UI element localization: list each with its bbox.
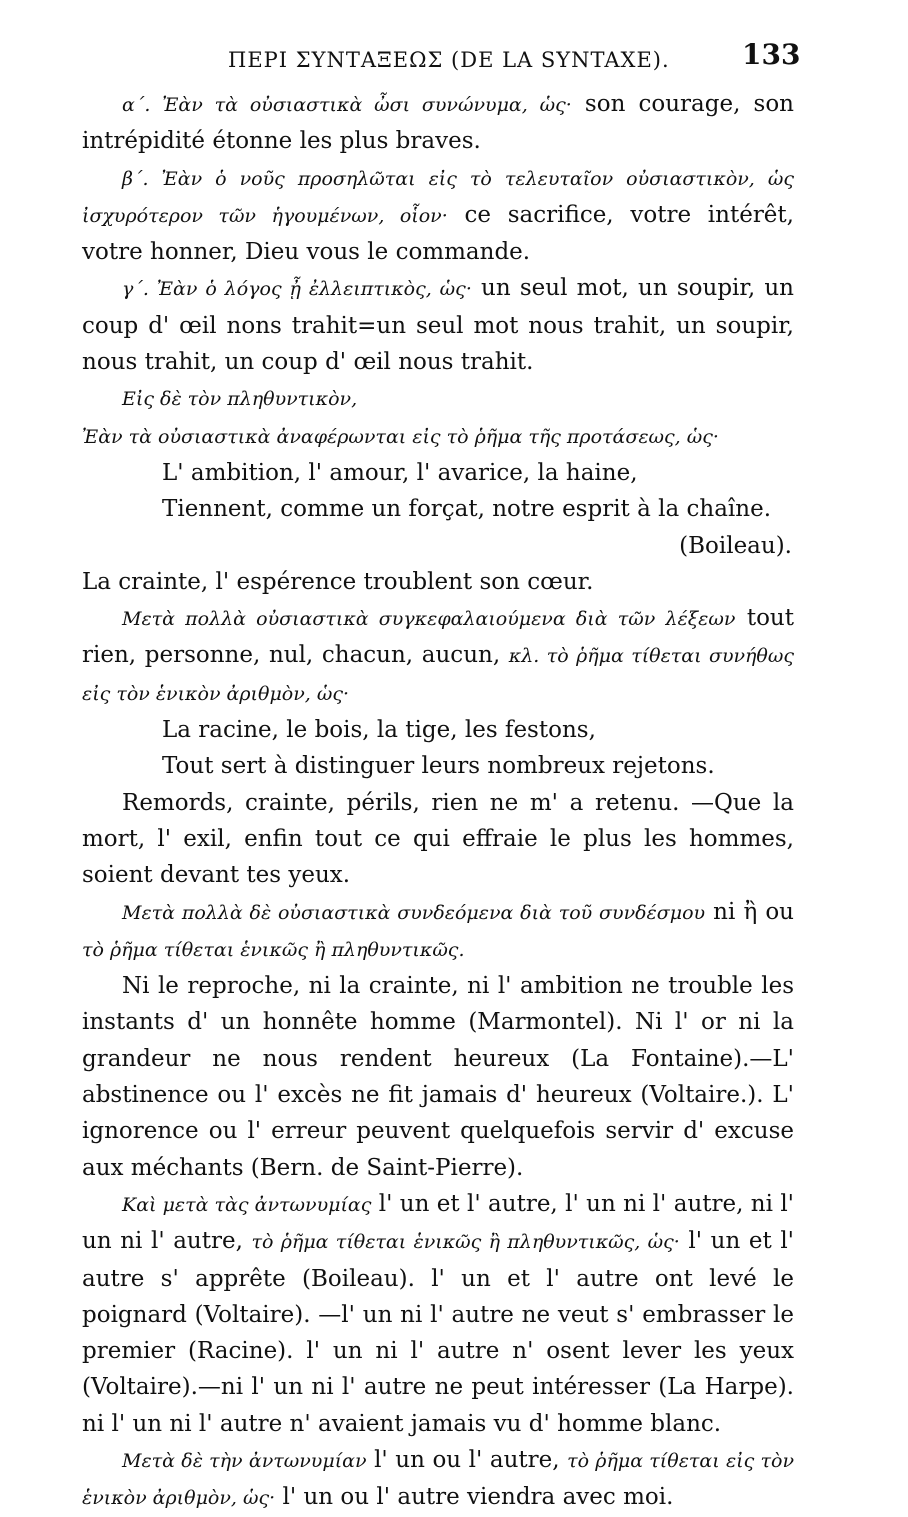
page-body	[82, 86, 794, 1517]
verse-line: L' ambition, l' amour, l' avarice, la haine,	[162, 459, 638, 486]
french-text: l' un ou l' autre,	[366, 1446, 568, 1473]
running-title: ΠΕΡΙ ΣΥΝΤΑΞΕΩΣ (DE LA SYNTAXE).	[228, 48, 670, 72]
french-text: ni ἢ ou	[705, 898, 794, 925]
paragraph-conjunction-rule	[82, 894, 794, 969]
greek-text: β΄. Ἐὰν ὁ νοῦς προσηλῶται εἰς τὸ τελευταῖον οὐσιαστικὸν, ὡς ἰσχυρότερον τῶν ἡγουμένων, οἷον·	[82, 167, 794, 227]
french-text: tout rien, personne, nul, chacun, aucun,	[82, 605, 794, 669]
paragraph-pronoun-rule	[82, 1186, 794, 1442]
greek-text: Καὶ μετὰ τὰς ἀντωνυμίας	[122, 1193, 372, 1216]
greek-text: Εἰς δὲ τὸν πληθυντικὸν,	[122, 388, 358, 411]
greek-text: Ἐὰν τὰ οὐσιαστικὰ ἀναφέρωνται εἰς τὸ ῥῆμα τῆς προτάσεως, ὡς·	[82, 425, 719, 448]
paragraph-gamma	[82, 270, 794, 380]
page-header	[0, 38, 908, 78]
greek-text: τὸ ῥῆμα τίθεται εἰς τὸν ἑνικὸν ἀριθμὸν, ὡς·	[82, 1449, 794, 1510]
paragraph-beta	[82, 160, 794, 271]
greek-text: Μετὰ πολλὰ οὐσιαστικὰ συγκεφαλαιούμενα διὰ τῶν λέξεων	[122, 608, 736, 631]
example-paragraph: Remords, crainte, périls, rien ne m' a retenu. —Que la mort, l' exil, enfin tout ce qui effraie le plus les hommes, soient devant tes yeux.	[82, 789, 794, 889]
greek-text: Μετὰ δὲ τὴν ἀντωνυμίαν	[122, 1449, 367, 1472]
greek-text: γ΄. Ἐὰν ὁ λόγος ᾖ ἐλλειπτικὸς, ὡς·	[122, 278, 472, 301]
verse-line: La racine, le bois, la tige, les festons,	[162, 717, 596, 744]
paragraph-summary-rule	[82, 600, 794, 712]
french-text: un seul mot, un soupir, un coup d' œil nons trahit=un seul mot nous trahit, un soupir, nous trahit, un coup d' œil nous trahit.	[82, 275, 794, 376]
paragraph-alpha	[82, 86, 794, 160]
french-text: l' un ou l' autre viendra avec moi.	[275, 1484, 674, 1511]
example-paragraph: Ni le reproche, ni la crainte, ni l' ambition ne trouble les instants d' un honnête homme (Marmontel). Ni l' or ni la grandeur ne nous rendent heureux (La Fontaine).—L' abstinence ou l' excès ne fit jamais d' heureux (Voltaire.). L' ignorence ou l' erreur peuvent quelquefois servir d' excuse aux méchants (Bern. de Saint-Pierre).	[82, 973, 794, 1181]
verse-line: Tout sert à distinguer leurs nombreux rejetons.	[162, 753, 715, 780]
page-number: 133	[742, 38, 801, 71]
french-text: ce sacrifice, votre intérêt, votre honner, Dieu vous le commande.	[82, 201, 794, 266]
verse-attribution: (Boileau).	[679, 532, 792, 559]
paragraph-plural-rule	[82, 418, 794, 455]
french-text: l' un et l' autre s' apprête (Boileau). l' un et l' autre ont levé le poignard (Voltaire). —l' un ni l' autre ne veut s' embrasser le premier (Racine). l' un ni l' autre n' osent lever les yeux (Voltaire).—ni l' un ni l' autre ne peut intéresser (La Harpe). ni l' un ni l' autre n' avaient jamais vu d' homme blanc.	[82, 1228, 794, 1437]
greek-text: τὸ ῥῆμα τίθεται ἑνικῶς ἢ πληθυντικῶς.	[82, 938, 465, 961]
french-text: l' un et l' autre, l' un ni l' autre, ni l' un ni l' autre,	[82, 1190, 794, 1255]
greek-text: κλ. τὸ ῥῆμα τίθεται συνήθως εἰς τὸν ἑνικὸν ἀριθμὸν, ὡς·	[82, 645, 795, 705]
greek-text: α΄. Ἐὰν τὰ οὐσιαστικὰ ὦσι συνώνυμα, ὡς·	[122, 94, 572, 116]
greek-text: Μετὰ πολλὰ δὲ οὐσιαστικὰ συνδεόμενα διὰ τοῦ συνδέσμου	[122, 901, 706, 924]
paragraph-plural-heading	[82, 380, 794, 417]
verse-line: Tiennent, comme un forçat, notre esprit à la chaîne.	[162, 496, 772, 523]
greek-text: τὸ ῥῆμα τίθεται ἑνικῶς ἢ πληθυντικῶς, ὡς·	[251, 1231, 680, 1254]
paragraph-last-rule	[82, 1442, 794, 1517]
example-line: La crainte, l' espérence troublent son cœur.	[82, 568, 594, 595]
french-text: son courage, son intrépidité étonne les plus braves.	[82, 91, 794, 155]
